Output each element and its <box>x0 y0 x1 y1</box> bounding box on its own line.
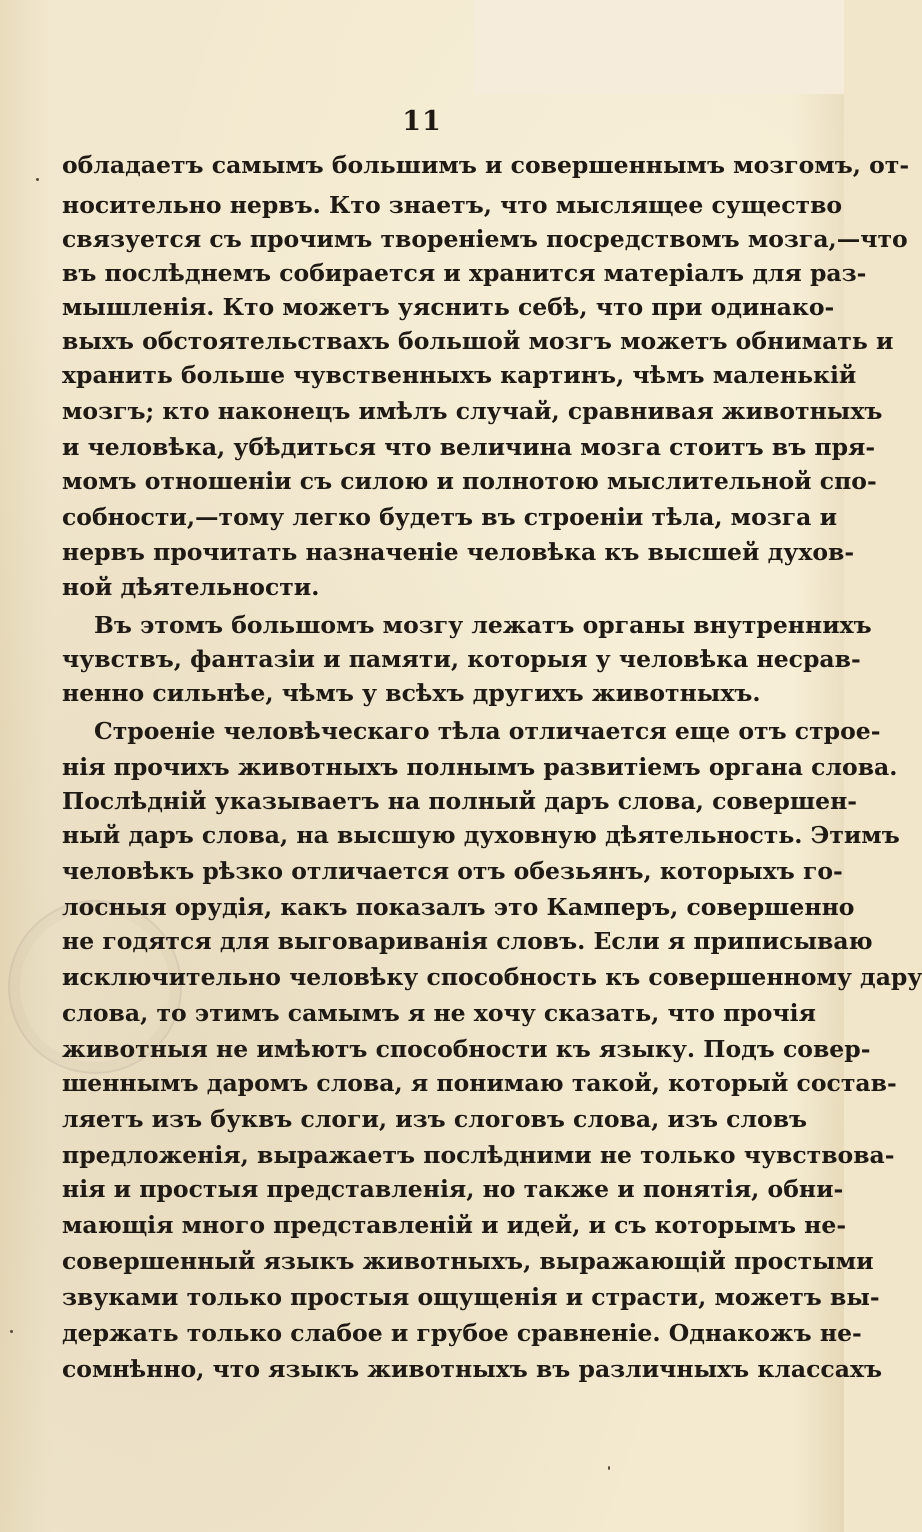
text-line: ляетъ изъ буквъ слоги, изъ слоговъ слова, изъ словъ <box>62 1105 808 1133</box>
text-line: нiя и простыя представленiя, но также и понятiя, обни- <box>62 1175 844 1203</box>
text-line: собности,—тому легко будетъ въ строенiи тѣла, мозга и <box>62 503 838 531</box>
text-line: шеннымъ даромъ слова, я понимаю такой, который состав- <box>62 1069 897 1097</box>
text-line: Въ этомъ большомъ мозгу лежатъ органы внутреннихъ <box>94 611 872 639</box>
text-line: нiя прочихъ животныхъ полнымъ развитiемъ органа слова. <box>62 753 898 781</box>
paper-speck <box>36 178 39 181</box>
text-line: момъ отношенiи съ силою и полнотою мыслительной спо- <box>62 467 877 495</box>
text-line: совершенный языкъ животныхъ, выражающiй простыми <box>62 1247 874 1275</box>
text-line: хранить больше чувственныхъ картинъ, чѣмъ маленькiй <box>62 361 857 389</box>
paper-speck <box>608 1466 610 1470</box>
text-line: исключительно человѣку способность къ совершенному дару <box>62 963 922 991</box>
text-line: мышленiя. Кто можетъ уяснить себѣ, что при одинако- <box>62 293 835 321</box>
text-line: ной дѣятельности. <box>62 573 320 601</box>
text-line: въ послѣднемъ собирается и хранится матерiалъ для раз- <box>62 259 867 287</box>
text-line: сомнѣнно, что языкъ животныхъ въ различныхъ классахъ <box>62 1355 882 1383</box>
text-line: ненно сильнѣе, чѣмъ у всѣхъ другихъ животныхъ. <box>62 679 761 707</box>
text-line: чувствъ, фантазiи и памяти, которыя у человѣка несрав- <box>62 645 861 673</box>
text-line: связуется съ прочимъ творенiемъ посредствомъ мозга,—что <box>62 225 908 253</box>
text-line: не годятся для выговариванiя словъ. Если я приписываю <box>62 927 873 955</box>
page-number: 11 <box>402 106 442 137</box>
text-line: выхъ обстоятельствахъ большой мозгъ можетъ обнимать и <box>62 327 894 355</box>
text-line: обладаетъ самымъ большимъ и совершеннымъ мозгомъ, от- <box>62 151 910 179</box>
text-line: Строенiе человѣческаго тѣла отличается еще отъ строе- <box>94 717 881 745</box>
text-line: мающiя много представленiй и идей, и съ которымъ не- <box>62 1211 847 1239</box>
text-line: ный даръ слова, на высшую духовную дѣятельность. Этимъ <box>62 821 900 849</box>
text-line: животныя не имѣютъ способности къ языку. Подъ совер- <box>62 1035 871 1063</box>
text-line: Послѣднiй указываетъ на полный даръ слова, совершен- <box>62 787 858 815</box>
text-line: мозгъ; кто наконецъ имѣлъ случай, сравнивая животныхъ <box>62 397 883 425</box>
text-line: слова, то этимъ самымъ я не хочу сказать, что прочiя <box>62 999 816 1027</box>
text-line: носительно нервъ. Кто знаетъ, что мыслящее существо <box>62 191 843 219</box>
paper-patch <box>474 0 844 94</box>
text-line: нервъ прочитать назначенiе человѣка къ высшей духов- <box>62 538 855 566</box>
text-line: и человѣка, убѣдиться что величина мозга стоитъ въ пря- <box>62 433 876 461</box>
text-line: держать только слабое и грубое сравненiе. Однакожъ не- <box>62 1319 862 1347</box>
paper-speck <box>10 1330 13 1333</box>
text-line: лосныя орудiя, какъ показалъ это Камперъ, совершенно <box>62 893 855 921</box>
text-line: звуками только простыя ощущенiя и страсти, можетъ вы- <box>62 1283 880 1311</box>
text-line: предложенiя, выражаетъ послѣдними не только чувствова- <box>62 1141 895 1169</box>
text-line: человѣкъ рѣзко отличается отъ обезьянъ, которыхъ го- <box>62 857 843 885</box>
